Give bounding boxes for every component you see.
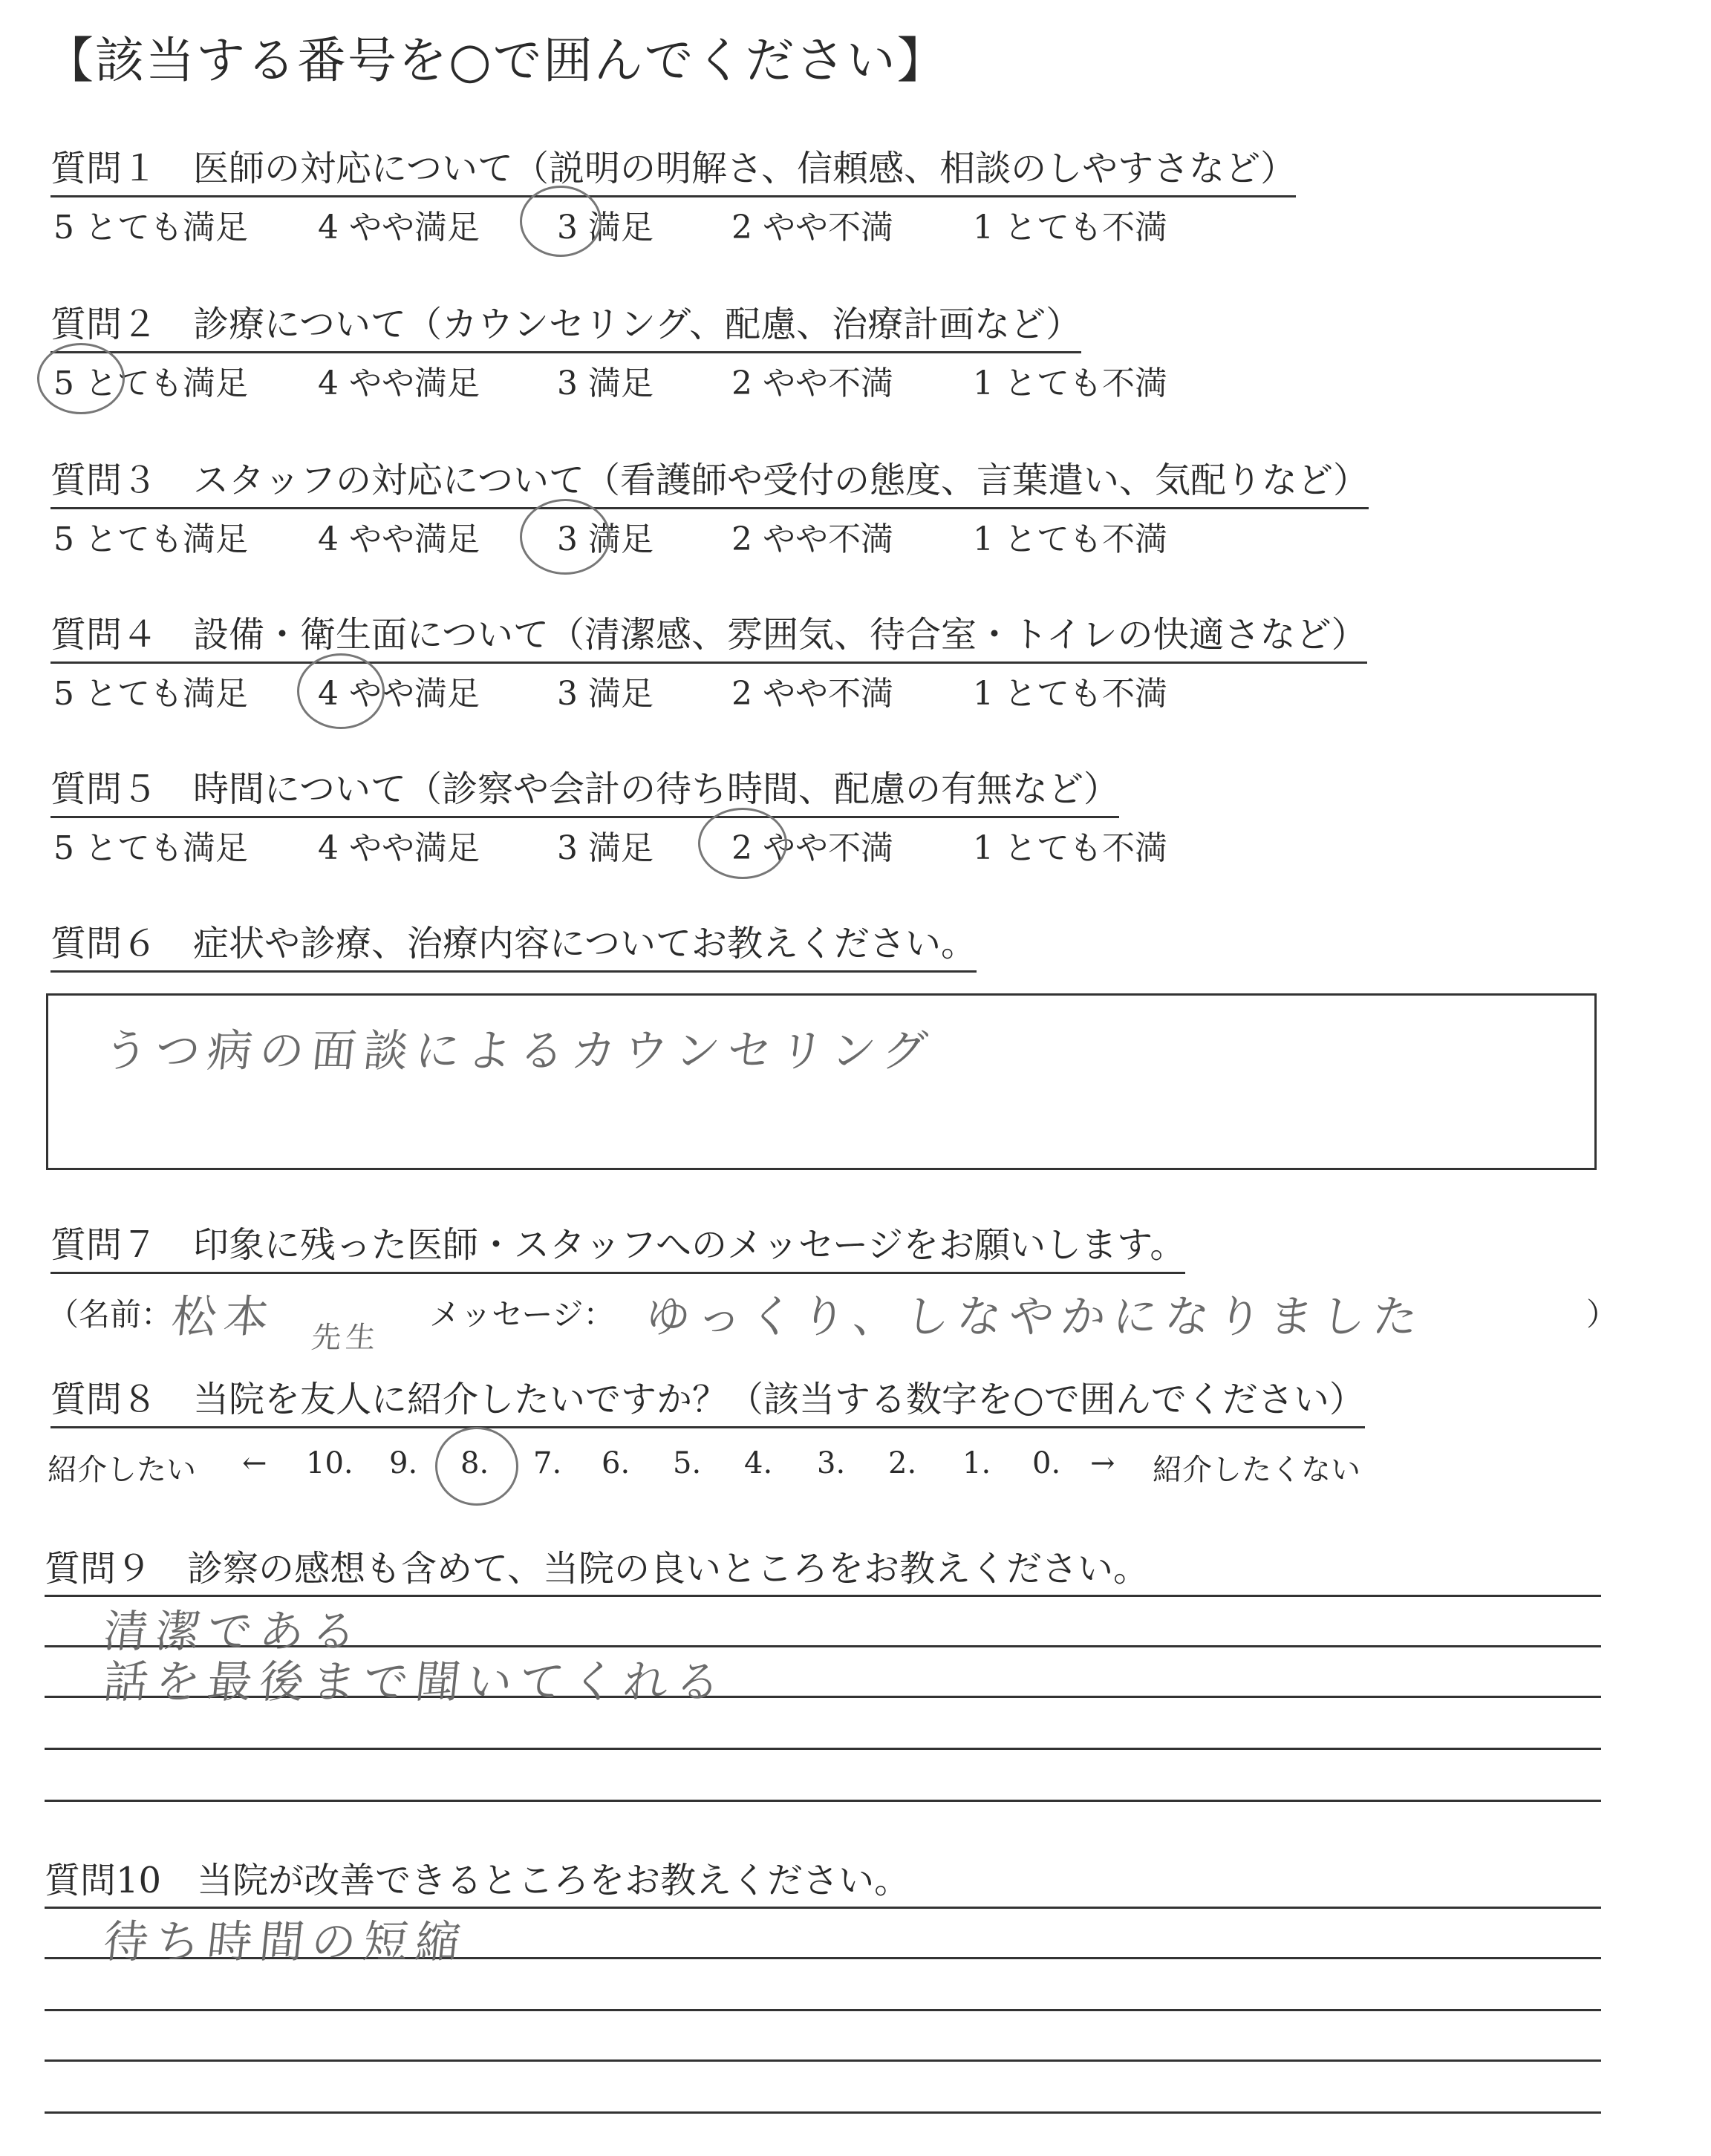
q6-handwritten-answer: うつ病の面談によるカウンセリング — [100, 1025, 937, 1077]
q8-right-arrow: → — [1090, 1446, 1115, 1480]
q2-option-4[interactable]: 4 やや満足 — [318, 365, 480, 402]
q8-scale-8[interactable]: 8. — [460, 1446, 489, 1480]
q8-left-arrow: ← — [242, 1446, 267, 1480]
q5-option-2[interactable]: 2 やや不満 — [731, 829, 893, 867]
q1-option-5[interactable]: 5 とても満足 — [53, 209, 248, 246]
q4-option-4[interactable]: 4 やや満足 — [318, 675, 480, 713]
q8-right-label: 紹介したくない — [1153, 1453, 1360, 1487]
q3-selection-circle — [520, 499, 610, 575]
q1-option-1[interactable]: 1 とても不満 — [973, 209, 1167, 246]
q7-message-label: メッセージ： — [429, 1296, 615, 1333]
q10-rule — [45, 2111, 1601, 2114]
q3-option-4[interactable]: 4 やや満足 — [318, 520, 480, 558]
question-8-heading: 質問８ 当院を友人に紹介したいですか？（該当する数字を○で囲んでください） — [50, 1371, 1365, 1428]
q8-scale-3[interactable]: 3. — [817, 1446, 846, 1480]
question-2-heading: 質問２ 診療について（カウンセリング、配慮、治療計画など） — [50, 295, 1081, 353]
q7-close-paren: ） — [1586, 1296, 1618, 1333]
q8-scale-10[interactable]: 10. — [306, 1446, 353, 1480]
q9-handwritten-answer-2: 話を最後まで聞いてくれる — [100, 1656, 731, 1708]
q8-scale-9[interactable]: 9. — [389, 1446, 418, 1480]
q5-option-3[interactable]: 3 満足 — [557, 829, 654, 867]
q3-option-3[interactable]: 3 満足 — [557, 520, 654, 558]
q9-handwritten-answer-1: 清潔である — [100, 1606, 367, 1658]
q4-selection-circle — [297, 653, 385, 729]
q10-handwritten-answer-1: 待ち時間の短縮 — [100, 1916, 471, 1968]
question-7-heading: 質問７ 印象に残った医師・スタッフへのメッセージをお願いします。 — [50, 1216, 1185, 1274]
question-9-heading: 質問９ 診察の感想も含めて、当院の良いところをお教えください。 — [45, 1548, 1150, 1590]
q7-name-label: （名前： — [48, 1296, 173, 1333]
q5-option-1[interactable]: 1 とても不満 — [973, 829, 1167, 867]
q4-option-2[interactable]: 2 やや不満 — [731, 675, 893, 713]
q8-selection-circle — [435, 1427, 518, 1506]
question-10-heading: 質問10 当院が改善できるところをお教えください。 — [45, 1860, 910, 1901]
q8-scale-5[interactable]: 5. — [673, 1446, 702, 1480]
question-4-heading: 質問４ 設備・衛生面について（清潔感、雰囲気、待合室・トイレの快適さなど） — [50, 606, 1367, 664]
q7-handwritten-name-suffix: 先生 — [310, 1321, 382, 1355]
q10-rule — [45, 2059, 1601, 2062]
q4-option-3[interactable]: 3 満足 — [557, 675, 654, 713]
q8-scale-7[interactable]: 7. — [533, 1446, 562, 1480]
q1-option-2[interactable]: 2 やや不満 — [731, 209, 893, 246]
q8-scale-0[interactable]: 0. — [1032, 1446, 1061, 1480]
q2-selection-circle — [37, 343, 125, 414]
q8-scale-6[interactable]: 6. — [602, 1446, 630, 1480]
q8-scale-4[interactable]: 4. — [744, 1446, 773, 1480]
q1-option-3[interactable]: 3 満足 — [557, 209, 654, 246]
q2-option-5[interactable]: 5 とても満足 — [53, 365, 248, 402]
q1-option-4[interactable]: 4 やや満足 — [318, 209, 480, 246]
q9-rule — [45, 1800, 1601, 1802]
q4-option-5[interactable]: 5 とても満足 — [53, 675, 248, 713]
q8-left-label: 紹介したい — [48, 1453, 196, 1487]
q3-option-1[interactable]: 1 とても不満 — [973, 520, 1167, 558]
q7-handwritten-name: 松本 — [169, 1291, 279, 1343]
q8-scale-2[interactable]: 2. — [888, 1446, 917, 1480]
q5-selection-circle — [698, 808, 787, 879]
q4-option-1[interactable]: 1 とても不満 — [973, 675, 1167, 713]
q3-option-2[interactable]: 2 やや不満 — [731, 520, 893, 558]
q10-rule — [45, 2009, 1601, 2011]
q5-option-5[interactable]: 5 とても満足 — [53, 829, 248, 867]
question-1-heading: 質問１ 医師の対応について（説明の明解さ、信頼感、相談のしやすさなど） — [50, 140, 1296, 197]
q7-handwritten-message: ゆっくり、しなやかになりました — [642, 1291, 1428, 1343]
q3-option-5[interactable]: 5 とても満足 — [53, 520, 248, 558]
q2-option-2[interactable]: 2 やや不満 — [731, 365, 893, 402]
q2-option-3[interactable]: 3 満足 — [557, 365, 654, 402]
q2-option-1[interactable]: 1 とても不満 — [973, 365, 1167, 402]
q1-selection-circle — [520, 186, 602, 257]
question-5-heading: 質問５ 時間について（診察や会計の待ち時間、配慮の有無など） — [50, 760, 1119, 818]
page-title: 【該当する番号を○で囲んでください】 — [45, 32, 948, 89]
question-3-heading: 質問３ スタッフの対応について（看護師や受付の態度、言葉遣い、気配りなど） — [50, 451, 1369, 509]
q9-rule — [45, 1748, 1601, 1750]
q5-option-4[interactable]: 4 やや満足 — [318, 829, 480, 867]
q8-scale-1[interactable]: 1. — [962, 1446, 991, 1480]
question-6-heading: 質問６ 症状や診療、治療内容についてお教えください。 — [50, 915, 977, 973]
